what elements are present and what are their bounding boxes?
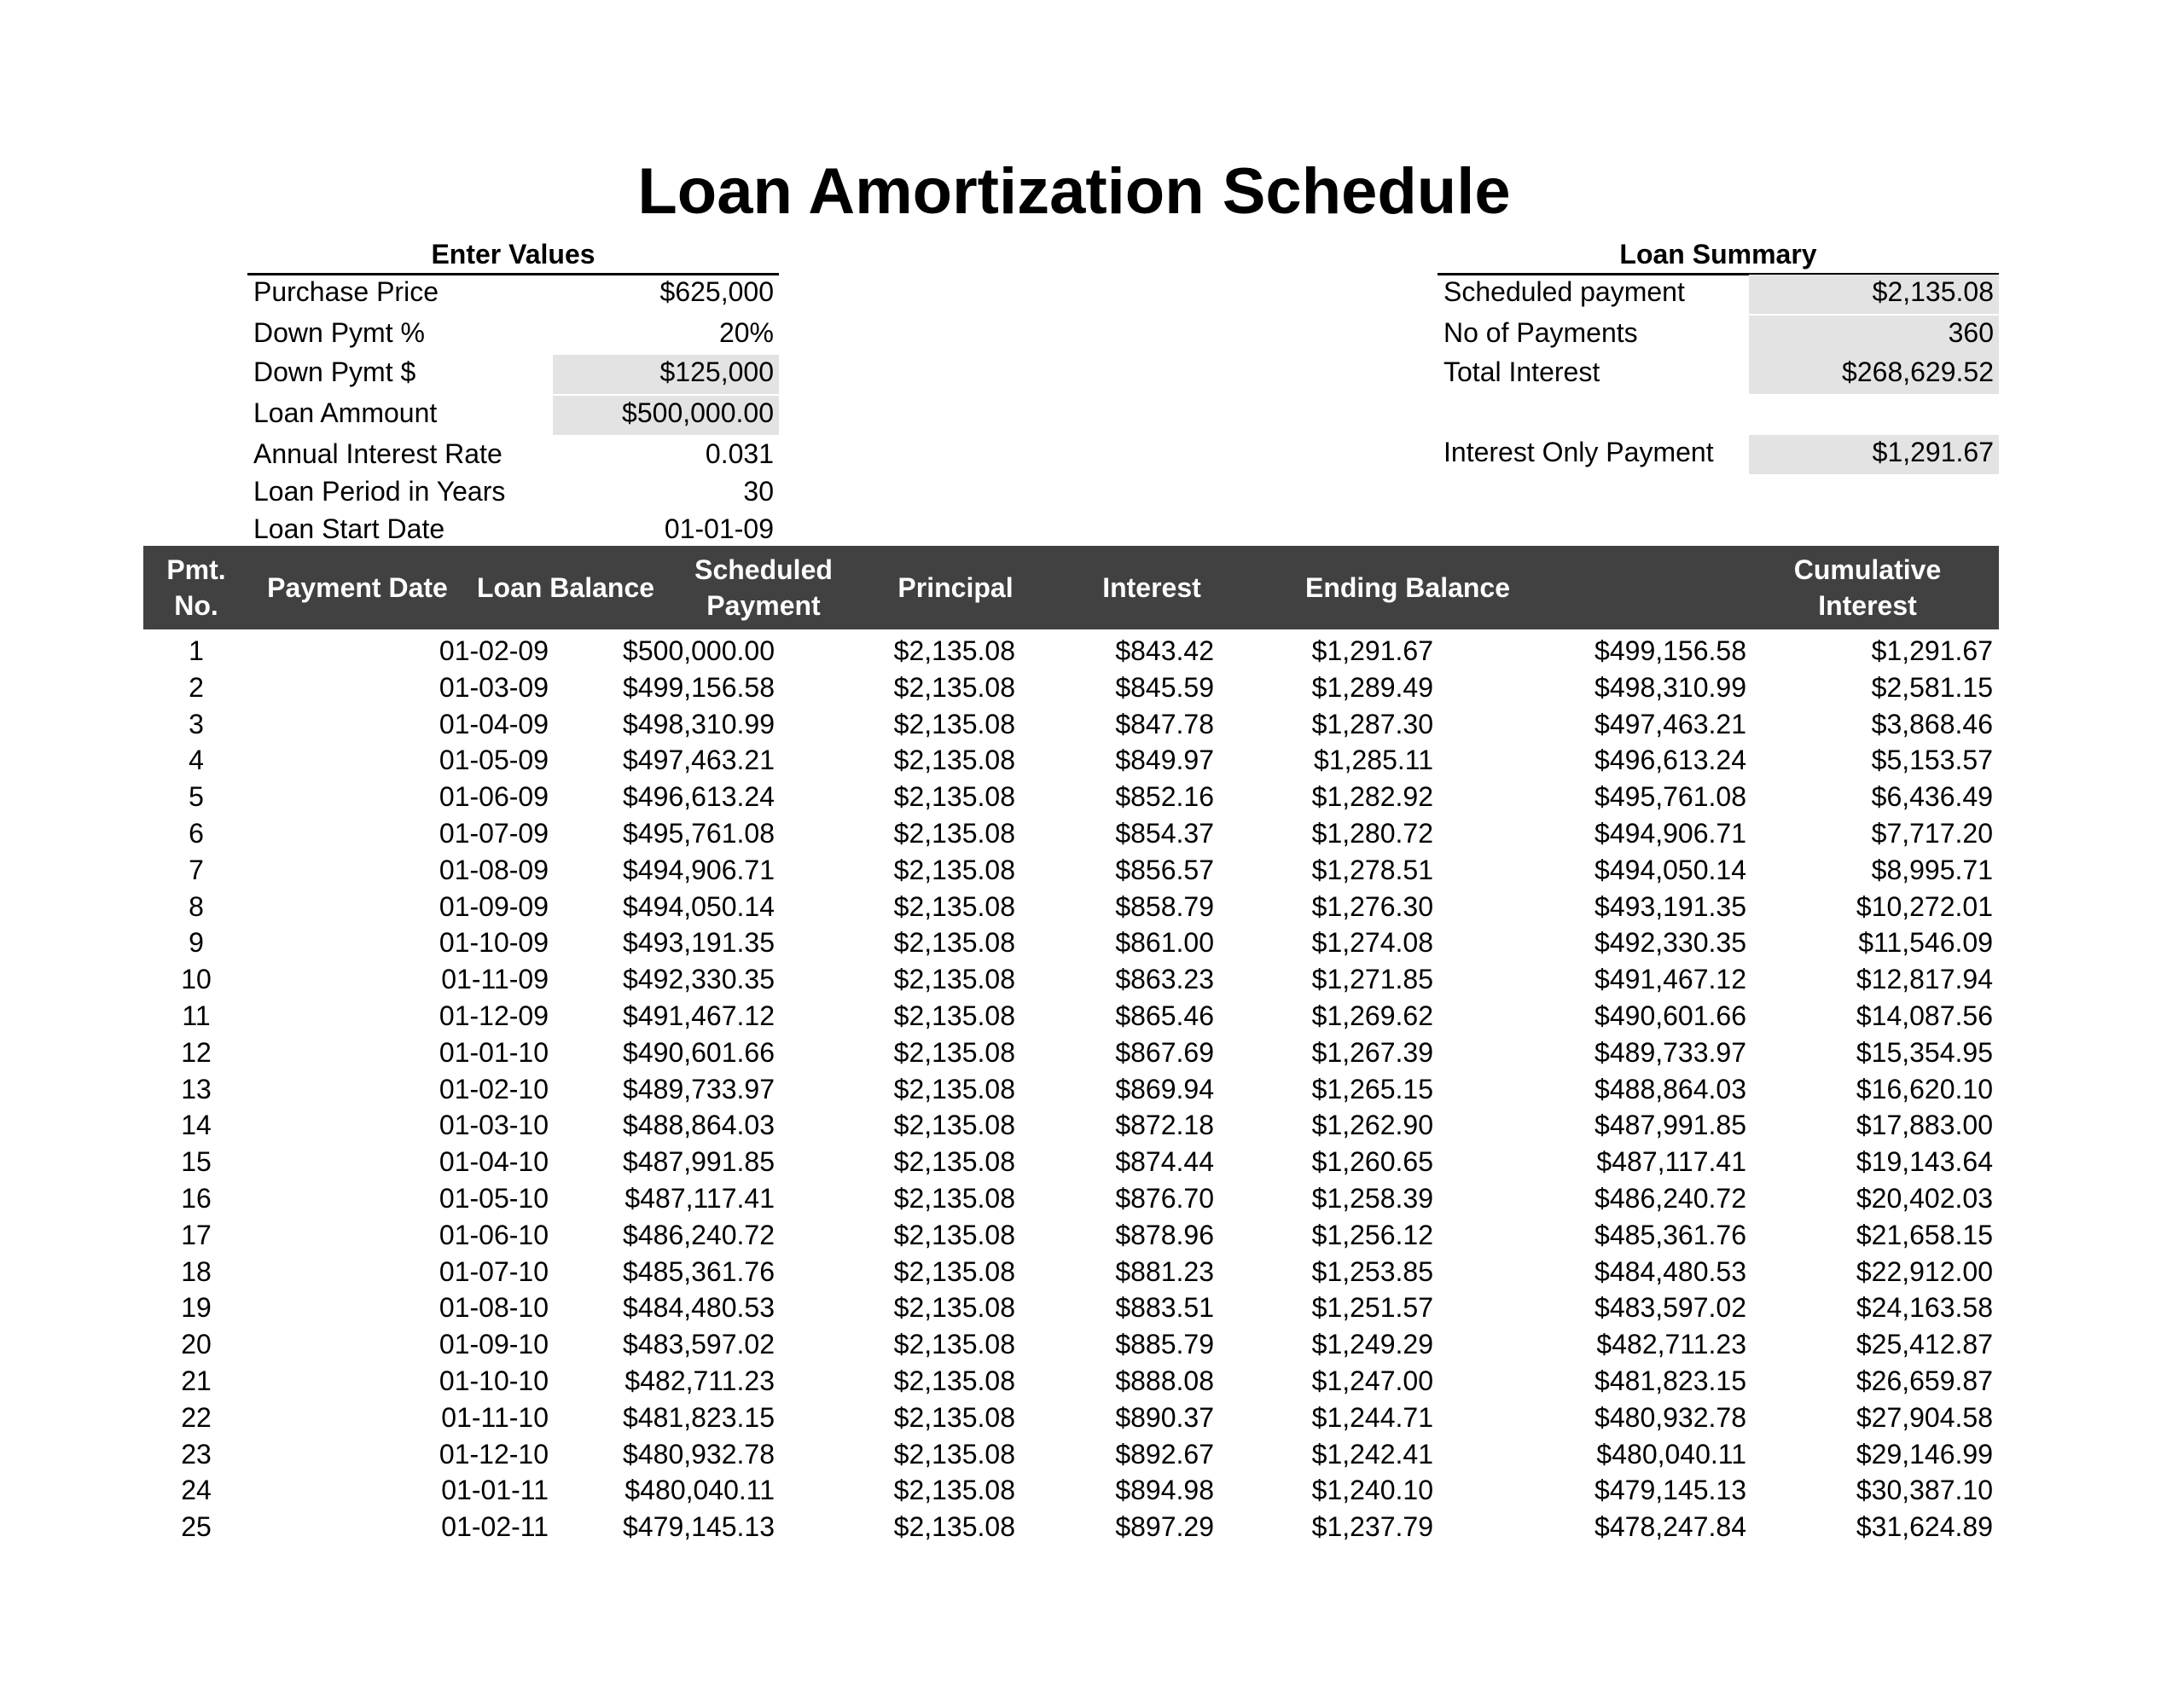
header-cumulative-interest: Cumulative Interest — [1793, 554, 1942, 621]
interest-cell: $1,237.79 — [1311, 1511, 1433, 1543]
ending-balance-cell: $492,330.35 — [1594, 927, 1746, 959]
interest-cell: $1,269.62 — [1311, 1000, 1433, 1031]
pmt-no-cell: 4 — [189, 745, 204, 776]
header-principal: Principal — [897, 572, 1014, 603]
cumulative-interest-cell: $12,817.94 — [1856, 964, 1993, 995]
cumulative-interest-cell: $25,412.87 — [1856, 1329, 1993, 1360]
scheduled-payment-cell: $2,135.08 — [893, 671, 1015, 703]
down-pymt-percent-field[interactable]: 20% — [718, 317, 774, 348]
payment-date-cell: 01-04-09 — [439, 708, 549, 739]
loan-balance-cell: $482,711.23 — [624, 1365, 775, 1396]
payment-date-cell: 01-03-09 — [439, 671, 549, 703]
loan-balance-cell: $495,761.08 — [623, 818, 775, 849]
annual-interest-rate-field[interactable]: 0.031 — [705, 438, 774, 469]
cumulative-interest-cell: $10,272.01 — [1856, 890, 1993, 922]
payment-date-cell: 01-08-10 — [439, 1292, 549, 1324]
ending-balance-cell: $489,733.97 — [1594, 1036, 1746, 1068]
payment-date-cell: 01-06-10 — [439, 1219, 549, 1250]
input-label: Loan Period in Years — [253, 476, 506, 507]
table-row — [0, 1363, 2184, 1400]
principal-cell: $845.59 — [1115, 671, 1214, 703]
payment-date-cell: 01-11-10 — [441, 1401, 549, 1433]
loan-balance-cell: $481,823.15 — [623, 1401, 775, 1433]
payment-date-cell: 01-07-09 — [439, 818, 549, 849]
scheduled-payment-cell: $2,135.08 — [893, 1365, 1015, 1396]
input-row-down-pymt-dollars — [247, 355, 779, 389]
cumulative-interest-cell: $24,163.58 — [1856, 1292, 1993, 1324]
summary-row-no-of-payments — [1438, 316, 1999, 350]
pmt-no-cell: 14 — [181, 1110, 212, 1141]
pmt-no-cell: 1 — [189, 635, 204, 666]
table-row — [0, 779, 2184, 815]
ending-balance-cell: $495,761.08 — [1594, 781, 1746, 813]
cumulative-interest-cell: $27,904.58 — [1856, 1401, 1993, 1433]
scheduled-payment-cell: $2,135.08 — [893, 708, 1015, 739]
pmt-no-cell: 12 — [181, 1036, 212, 1068]
payment-date-cell: 01-09-10 — [439, 1329, 549, 1360]
principal-cell: $888.08 — [1115, 1365, 1214, 1396]
cumulative-interest-cell: $20,402.03 — [1856, 1183, 1993, 1214]
table-row — [0, 1035, 2184, 1071]
pmt-no-cell: 17 — [181, 1219, 212, 1250]
cumulative-interest-cell: $5,153.57 — [1871, 745, 1993, 776]
interest-cell: $1,251.57 — [1311, 1292, 1433, 1324]
cumulative-interest-cell: $26,659.87 — [1856, 1365, 1993, 1396]
interest-cell: $1,285.11 — [1314, 745, 1433, 776]
payment-date-cell: 01-11-09 — [441, 964, 549, 995]
scheduled-payment-cell: $2,135.08 — [893, 964, 1015, 995]
payment-date-cell: 01-12-09 — [439, 1000, 549, 1031]
interest-cell: $1,278.51 — [1311, 854, 1433, 885]
ending-balance-cell: $494,050.14 — [1594, 854, 1746, 885]
table-row — [0, 1509, 2184, 1545]
purchase-price-field[interactable]: $625,000 — [659, 276, 774, 307]
interest-cell: $1,276.30 — [1311, 890, 1433, 922]
loan-balance-cell: $485,361.76 — [623, 1255, 775, 1287]
principal-cell: $890.37 — [1115, 1401, 1214, 1433]
payment-date-cell: 01-10-10 — [439, 1365, 549, 1396]
ending-balance-cell: $497,463.21 — [1594, 708, 1746, 739]
cumulative-interest-cell: $16,620.10 — [1856, 1073, 1993, 1104]
loan-balance-cell: $486,240.72 — [623, 1219, 775, 1250]
table-row — [0, 1144, 2184, 1180]
input-row-purchase-price — [247, 275, 779, 309]
loan-balance-cell: $484,480.53 — [623, 1292, 775, 1324]
scheduled-payment-cell: $2,135.08 — [893, 1438, 1015, 1470]
header-scheduled-payment: Scheduled Payment — [694, 554, 833, 621]
cumulative-interest-cell: $6,436.49 — [1871, 781, 1993, 813]
cumulative-interest-cell: $22,912.00 — [1856, 1255, 1993, 1287]
loan-balance-cell: $500,000.00 — [623, 635, 775, 666]
ending-balance-cell: $485,361.76 — [1594, 1219, 1746, 1250]
table-row — [0, 742, 2184, 779]
interest-cell: $1,271.85 — [1311, 964, 1433, 995]
cumulative-interest-cell: $2,581.15 — [1871, 671, 1993, 703]
input-label: Loan Start Date — [253, 513, 445, 544]
principal-cell: $861.00 — [1115, 927, 1214, 959]
interest-cell: $1,249.29 — [1311, 1329, 1433, 1360]
cumulative-interest-cell: $17,883.00 — [1856, 1110, 1993, 1141]
principal-cell: $885.79 — [1115, 1329, 1214, 1360]
scheduled-payment-cell: $2,135.08 — [893, 1511, 1015, 1543]
ending-balance-cell: $487,117.41 — [1596, 1146, 1746, 1178]
principal-cell: $878.96 — [1115, 1219, 1214, 1250]
scheduled-payment-cell: $2,135.08 — [893, 1329, 1015, 1360]
loan-balance-cell: $489,733.97 — [623, 1073, 775, 1104]
summary-row-interest-only-payment — [1438, 435, 1999, 469]
principal-cell: $897.29 — [1115, 1511, 1214, 1543]
scheduled-payment-cell: $2,135.08 — [893, 854, 1015, 885]
table-row — [0, 1290, 2184, 1326]
interest-cell: $1,244.71 — [1311, 1401, 1433, 1433]
loan-balance-cell: $487,117.41 — [624, 1183, 775, 1214]
header-payment-date: Payment Date — [267, 572, 448, 603]
principal-cell: $876.70 — [1115, 1183, 1214, 1214]
interest-cell: $1,256.12 — [1311, 1219, 1433, 1250]
summary-row-scheduled-payment — [1438, 275, 1999, 309]
loan-balance-cell: $493,191.35 — [623, 927, 775, 959]
ending-balance-cell: $480,040.11 — [1596, 1438, 1746, 1470]
payment-date-cell: 01-01-11 — [441, 1475, 549, 1506]
pmt-no-cell: 18 — [181, 1255, 212, 1287]
ending-balance-cell: $499,156.58 — [1594, 635, 1746, 666]
table-row — [0, 1180, 2184, 1217]
pmt-no-cell: 11 — [182, 1000, 211, 1031]
scheduled-payment-value: $2,135.08 — [1749, 275, 1999, 314]
principal-cell: $865.46 — [1115, 1000, 1214, 1031]
interest-cell: $1,287.30 — [1311, 708, 1433, 739]
principal-cell: $881.23 — [1115, 1255, 1214, 1287]
scheduled-payment-cell: $2,135.08 — [893, 1073, 1015, 1104]
payment-date-cell: 01-02-10 — [439, 1073, 549, 1104]
payment-date-cell: 01-05-09 — [439, 745, 549, 776]
scheduled-payment-cell: $2,135.08 — [893, 1401, 1015, 1433]
payment-date-cell: 01-01-10 — [439, 1036, 549, 1068]
principal-cell: $852.16 — [1115, 781, 1214, 813]
cumulative-interest-cell: $7,717.20 — [1871, 818, 1993, 849]
pmt-no-cell: 9 — [189, 927, 204, 959]
down-pymt-dollars-value: $125,000 — [553, 355, 779, 394]
input-row-annual-interest-rate — [247, 437, 779, 471]
ending-balance-cell: $481,823.15 — [1594, 1365, 1746, 1396]
payment-date-cell: 01-10-09 — [439, 927, 549, 959]
table-row — [0, 1217, 2184, 1254]
input-label: Loan Ammount — [253, 397, 438, 428]
payment-date-cell: 01-12-10 — [439, 1438, 549, 1470]
scheduled-payment-cell: $2,135.08 — [893, 1475, 1015, 1506]
cumulative-interest-cell: $19,143.64 — [1856, 1146, 1993, 1178]
pmt-no-cell: 22 — [181, 1401, 212, 1433]
interest-cell: $1,265.15 — [1311, 1073, 1433, 1104]
cumulative-interest-cell: $11,546.09 — [1858, 927, 1993, 959]
pmt-no-cell: 10 — [181, 964, 212, 995]
cumulative-interest-cell: $3,868.46 — [1871, 708, 1993, 739]
summary-label: Total Interest — [1443, 357, 1600, 387]
payment-date-cell: 01-07-10 — [439, 1255, 549, 1287]
payment-date-cell: 01-09-09 — [439, 890, 549, 922]
header-pmt-no: Pmt. No. — [166, 554, 226, 621]
pmt-no-cell: 21 — [181, 1365, 212, 1396]
pmt-no-cell: 23 — [181, 1438, 212, 1470]
input-row-loan-amount — [247, 396, 779, 430]
input-row-loan-period — [247, 474, 779, 508]
header-ending-balance: Ending Balance — [1304, 572, 1511, 603]
input-label: Down Pymt $ — [253, 357, 416, 387]
principal-cell: $847.78 — [1115, 708, 1214, 739]
scheduled-payment-cell: $2,135.08 — [893, 1292, 1015, 1324]
summary-label: No of Payments — [1443, 317, 1638, 348]
loan-start-date-field[interactable]: 01-01-09 — [664, 513, 774, 544]
loan-balance-cell: $497,463.21 — [623, 745, 775, 776]
loan-balance-cell: $491,467.12 — [623, 1000, 775, 1031]
principal-cell: $858.79 — [1115, 890, 1214, 922]
pmt-no-cell: 6 — [189, 818, 204, 849]
cumulative-interest-cell: $1,291.67 — [1871, 635, 1993, 666]
table-row — [0, 633, 2184, 670]
payment-date-cell: 01-06-09 — [439, 781, 549, 813]
summary-label: Interest Only Payment — [1443, 437, 1714, 467]
pmt-no-cell: 5 — [189, 781, 204, 813]
ending-balance-cell: $478,247.84 — [1594, 1511, 1746, 1543]
table-row — [0, 852, 2184, 889]
ending-balance-cell: $484,480.53 — [1594, 1255, 1746, 1287]
cumulative-interest-cell: $30,387.10 — [1856, 1475, 1993, 1506]
table-row — [0, 1436, 2184, 1473]
scheduled-payment-cell: $2,135.08 — [893, 1036, 1015, 1068]
input-row-loan-start-date — [247, 512, 779, 546]
principal-cell: $863.23 — [1115, 964, 1214, 995]
table-row — [0, 1400, 2184, 1436]
loan-balance-cell: $480,040.11 — [624, 1475, 775, 1506]
loan-balance-cell: $499,156.58 — [623, 671, 775, 703]
scheduled-payment-cell: $2,135.08 — [893, 927, 1015, 959]
payment-date-cell: 01-08-09 — [439, 854, 549, 885]
ending-balance-cell: $493,191.35 — [1594, 890, 1746, 922]
principal-cell: $874.44 — [1115, 1146, 1214, 1178]
loan-balance-cell: $496,613.24 — [623, 781, 775, 813]
enter-values-heading: Enter Values — [247, 239, 779, 275]
pmt-no-cell: 2 — [189, 671, 204, 703]
pmt-no-cell: 7 — [189, 854, 204, 885]
table-row — [0, 815, 2184, 852]
interest-cell: $1,291.67 — [1311, 635, 1433, 666]
principal-cell: $883.51 — [1115, 1292, 1214, 1324]
ending-balance-cell: $482,711.23 — [1596, 1329, 1746, 1360]
loan-balance-cell: $490,601.66 — [623, 1036, 775, 1068]
cumulative-interest-cell: $8,995.71 — [1871, 854, 1993, 885]
scheduled-payment-cell: $2,135.08 — [893, 1110, 1015, 1141]
scheduled-payment-cell: $2,135.08 — [893, 818, 1015, 849]
loan-amount-value: $500,000.00 — [553, 396, 779, 435]
table-row — [0, 998, 2184, 1035]
loan-period-field[interactable]: 30 — [743, 476, 774, 507]
table-row — [0, 1254, 2184, 1290]
total-interest-value: $268,629.52 — [1749, 355, 1999, 394]
payment-date-cell: 01-04-10 — [439, 1146, 549, 1178]
input-label: Down Pymt % — [253, 317, 425, 348]
table-row — [0, 889, 2184, 925]
pmt-no-cell: 20 — [181, 1329, 212, 1360]
input-row-down-pymt-percent — [247, 316, 779, 350]
pmt-no-cell: 16 — [181, 1183, 212, 1214]
table-row — [0, 1472, 2184, 1509]
table-row — [0, 1107, 2184, 1144]
table-row — [0, 925, 2184, 961]
pmt-no-cell: 25 — [181, 1511, 212, 1543]
cumulative-interest-cell: $29,146.99 — [1856, 1438, 1993, 1470]
loan-balance-cell: $480,932.78 — [623, 1438, 775, 1470]
pmt-no-cell: 15 — [181, 1146, 212, 1178]
ending-balance-cell: $480,932.78 — [1594, 1401, 1746, 1433]
ending-balance-cell: $486,240.72 — [1594, 1183, 1746, 1214]
payment-date-cell: 01-05-10 — [439, 1183, 549, 1214]
ending-balance-cell: $490,601.66 — [1594, 1000, 1746, 1031]
table-row — [0, 1071, 2184, 1108]
scheduled-payment-cell: $2,135.08 — [893, 1000, 1015, 1031]
input-label: Annual Interest Rate — [253, 438, 502, 469]
loan-balance-cell: $498,310.99 — [623, 708, 775, 739]
loan-balance-cell: $483,597.02 — [623, 1329, 775, 1360]
loan-balance-cell: $492,330.35 — [623, 964, 775, 995]
loan-balance-cell: $494,050.14 — [623, 890, 775, 922]
interest-cell: $1,280.72 — [1311, 818, 1433, 849]
principal-cell: $892.67 — [1115, 1438, 1214, 1470]
principal-cell: $854.37 — [1115, 818, 1214, 849]
page-title: Loan Amortization Schedule — [637, 155, 1511, 228]
table-row — [0, 706, 2184, 743]
interest-cell: $1,274.08 — [1311, 927, 1433, 959]
loan-balance-cell: $494,906.71 — [623, 854, 775, 885]
summary-label: Scheduled payment — [1443, 276, 1685, 307]
table-row — [0, 1326, 2184, 1363]
loan-summary-heading: Loan Summary — [1438, 239, 1999, 275]
cumulative-interest-cell: $21,658.15 — [1856, 1219, 1993, 1250]
scheduled-payment-cell: $2,135.08 — [893, 1146, 1015, 1178]
principal-cell: $849.97 — [1115, 745, 1214, 776]
ending-balance-cell: $494,906.71 — [1594, 818, 1746, 849]
table-row — [0, 961, 2184, 998]
interest-cell: $1,247.00 — [1311, 1365, 1433, 1396]
interest-cell: $1,240.10 — [1311, 1475, 1433, 1506]
ending-balance-cell: $498,310.99 — [1594, 671, 1746, 703]
loan-balance-cell: $479,145.13 — [623, 1511, 775, 1543]
principal-cell: $843.42 — [1115, 635, 1214, 666]
pmt-no-cell: 13 — [181, 1073, 212, 1104]
interest-cell: $1,253.85 — [1311, 1255, 1433, 1287]
principal-cell: $872.18 — [1115, 1110, 1214, 1141]
scheduled-payment-cell: $2,135.08 — [893, 1219, 1015, 1250]
ending-balance-cell: $487,991.85 — [1594, 1110, 1746, 1141]
ending-balance-cell: $483,597.02 — [1594, 1292, 1746, 1324]
principal-cell: $867.69 — [1115, 1036, 1214, 1068]
pmt-no-cell: 3 — [189, 708, 204, 739]
header-loan-balance: Loan Balance — [476, 572, 655, 603]
pmt-no-cell: 8 — [189, 890, 204, 922]
cumulative-interest-cell: $15,354.95 — [1856, 1036, 1993, 1068]
principal-cell: $894.98 — [1115, 1475, 1214, 1506]
pmt-no-cell: 24 — [181, 1475, 212, 1506]
scheduled-payment-cell: $2,135.08 — [893, 781, 1015, 813]
scheduled-payment-cell: $2,135.08 — [893, 1183, 1015, 1214]
interest-cell: $1,258.39 — [1311, 1183, 1433, 1214]
payment-date-cell: 01-02-11 — [441, 1511, 549, 1543]
loan-balance-cell: $488,864.03 — [623, 1110, 775, 1141]
interest-cell: $1,262.90 — [1311, 1110, 1433, 1141]
ending-balance-cell: $488,864.03 — [1594, 1073, 1746, 1104]
principal-cell: $869.94 — [1115, 1073, 1214, 1104]
ending-balance-cell: $496,613.24 — [1594, 745, 1746, 776]
summary-row-total-interest — [1438, 355, 1999, 389]
pmt-no-cell: 19 — [181, 1292, 212, 1324]
payment-date-cell: 01-03-10 — [439, 1110, 549, 1141]
interest-only-payment-value: $1,291.67 — [1749, 435, 1999, 474]
cumulative-interest-cell: $14,087.56 — [1856, 1000, 1993, 1031]
principal-cell: $856.57 — [1115, 854, 1214, 885]
cumulative-interest-cell: $31,624.89 — [1856, 1511, 1993, 1543]
ending-balance-cell: $479,145.13 — [1594, 1475, 1746, 1506]
interest-cell: $1,267.39 — [1311, 1036, 1433, 1068]
scheduled-payment-cell: $2,135.08 — [893, 890, 1015, 922]
interest-cell: $1,289.49 — [1311, 671, 1433, 703]
scheduled-payment-cell: $2,135.08 — [893, 745, 1015, 776]
input-label: Purchase Price — [253, 276, 439, 307]
table-row — [0, 670, 2184, 706]
interest-cell: $1,242.41 — [1311, 1438, 1433, 1470]
no-of-payments-value: 360 — [1749, 316, 1999, 355]
loan-balance-cell: $487,991.85 — [623, 1146, 775, 1178]
header-interest: Interest — [1102, 572, 1201, 603]
ending-balance-cell: $491,467.12 — [1594, 964, 1746, 995]
scheduled-payment-cell: $2,135.08 — [893, 1255, 1015, 1287]
interest-cell: $1,260.65 — [1311, 1146, 1433, 1178]
interest-cell: $1,282.92 — [1311, 781, 1433, 813]
schedule-header — [143, 546, 1999, 629]
scheduled-payment-cell: $2,135.08 — [893, 635, 1015, 666]
payment-date-cell: 01-02-09 — [439, 635, 549, 666]
